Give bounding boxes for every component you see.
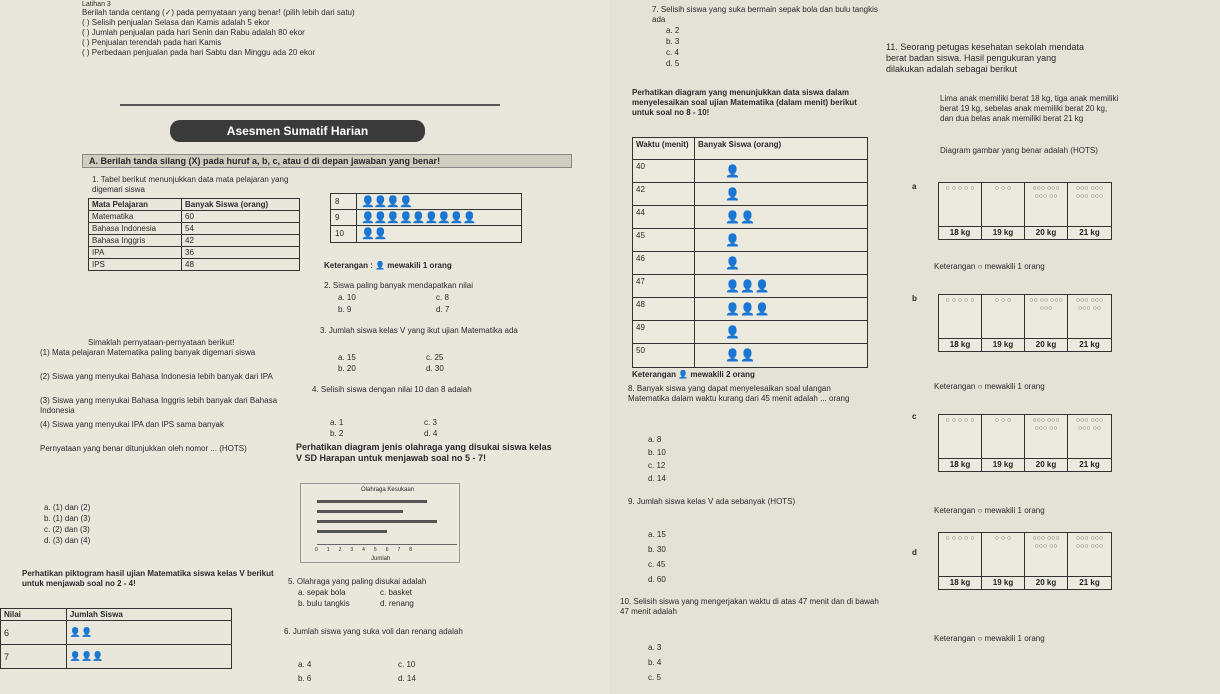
q11-detail: Lima anak memiliki berat 18 kg, tiga anak memiliki berat 19 kg, sebelas anak memiliki berat 20 kg, dan dua belas anak memiliki berat 21 kg <box>940 94 1119 123</box>
weight-label: 20 kg <box>1025 227 1068 239</box>
circle-icons: ○ ○ ○ ○ ○ <box>939 533 982 577</box>
table-row <box>633 160 867 183</box>
weight-label: 19 kg <box>982 577 1025 589</box>
person-icons: 👤👤 <box>361 228 387 240</box>
person-icons: 👤👤 <box>725 210 755 224</box>
table-row <box>633 183 867 206</box>
graph-ticks: 012345678 <box>315 547 422 553</box>
circle-icons: ○○○ ○○○ ○○○ ○○ <box>1068 415 1111 459</box>
option: b. 30 <box>648 545 666 554</box>
circle-icons: ○ ○ ○ ○ ○ <box>939 295 982 339</box>
instruction: Berilah tanda centang (✓) pada pernyataan yang benar! (pilih lebih dari satu) <box>82 8 355 17</box>
col-header: Mata Pelajaran <box>89 199 182 211</box>
option-label: d <box>912 548 917 557</box>
table-row <box>633 252 867 275</box>
option: a. (1) dan (2) <box>44 503 91 512</box>
q4: 4. Selisih siswa dengan nilai 10 dan 8 adalah <box>312 385 472 394</box>
table-row <box>633 298 867 321</box>
cell: 42 <box>633 183 695 205</box>
weight-label: 19 kg <box>982 339 1025 351</box>
option: b. 2 <box>330 429 344 438</box>
option: b. 20 <box>338 364 356 373</box>
weight-label: 20 kg <box>1025 577 1068 589</box>
weight-label: 18 kg <box>939 459 982 471</box>
option: b. 9 <box>338 305 352 314</box>
option: c. basket <box>380 588 413 597</box>
circle-icons: ○ ○ ○ <box>982 533 1025 577</box>
q1-prompt: Simaklah pernyataan-pernyataan berikut! <box>88 338 235 347</box>
cell: 48 <box>633 298 695 320</box>
option: c. 10 <box>398 660 416 669</box>
cell: 46 <box>633 252 695 274</box>
circle-icons: ○○○ ○○○ ○○○ ○○○ <box>1068 533 1111 577</box>
cell: 7 <box>1 645 67 669</box>
wt-intro: Perhatikan diagram yang menunjukkan data siswa dalam menyelesaikan soal ujian Matematika (dalam menit) berikut untuk soal no 8 - 10! <box>632 88 857 117</box>
check-item: ( ) Selisih penjualan Selasa dan Kamis adalah 5 ekor <box>82 18 270 27</box>
waktu-pictogram <box>632 137 868 368</box>
cell: 36 <box>182 247 300 259</box>
table-header <box>633 138 867 160</box>
legend: Keterangan : 👤 mewakili 1 orang <box>324 261 452 270</box>
option: a. 2 <box>666 26 680 35</box>
q8: 8. Banyak siswa yang dapat menyelesaikan soal ulangan Matematika dalam waktu kurang dari 45 menit adalah ... orang <box>628 384 850 403</box>
q7: 7. Selisih siswa yang suka bermain sepak bola dan bulu tangkis ada <box>652 5 878 24</box>
graph-bar <box>317 530 387 533</box>
option: d. 7 <box>436 305 450 314</box>
option: c. 45 <box>648 560 666 569</box>
statement: (3) Siswa yang menyukai Bahasa Inggris lebih banyak dari Bahasa Indonesia <box>40 396 278 415</box>
pictogram-top <box>330 193 522 243</box>
weight-label: 18 kg <box>939 577 982 589</box>
circle-icons: ○○○ ○○○ ○○○ ○○ <box>1068 295 1111 339</box>
cell: Bahasa Inggris <box>89 235 182 247</box>
section-a-heading: A. Berilah tanda silang (X) pada huruf a, b, c, atau d di depan jawaban yang benar! <box>82 154 572 168</box>
col-header: Jumlah Siswa <box>66 609 231 621</box>
q2: 2. Siswa paling banyak mendapatkan nilai <box>324 281 473 290</box>
weight-label: 20 kg <box>1025 459 1068 471</box>
cell: 50 <box>633 344 695 367</box>
option: d. 30 <box>426 364 444 373</box>
circle-icons: ○○○ ○○○ ○○○ ○○ <box>1025 183 1068 227</box>
option: b. bulu tangkis <box>298 599 350 608</box>
q9: 9. Jumlah siswa kelas V ada sebanyak (HOTS) <box>628 497 796 506</box>
cell: 6 <box>1 621 67 645</box>
table-row <box>331 226 521 242</box>
col-header: Nilai <box>1 609 67 621</box>
option: a. sepak bola <box>298 588 346 597</box>
legend: Keterangan 👤 mewakili 2 orang <box>632 370 755 379</box>
circle-icons: ○○○ ○○○ ○○○ ○○ <box>1025 415 1068 459</box>
picto-intro: Perhatikan piktogram hasil ujian Matematika siswa kelas V berikut untuk menjawab soal no 2 - 4! <box>22 569 274 588</box>
option: c. 25 <box>426 353 444 362</box>
check-item: ( ) Perbedaan penjualan pada hari Sabtu dan Minggu ada 20 ekor <box>82 48 316 57</box>
weight-label: 18 kg <box>939 339 982 351</box>
cell: 40 <box>633 160 695 182</box>
option: b. 6 <box>298 674 312 683</box>
q6: 6. Jumlah siswa yang suka voli dan renang adalah <box>284 627 463 636</box>
graph-bar <box>317 500 427 503</box>
subject-table <box>88 198 300 271</box>
option: c. 4 <box>666 48 679 57</box>
circle-icons: ○ ○ ○ ○ ○ <box>939 183 982 227</box>
option: a. 15 <box>338 353 356 362</box>
weight-label: 20 kg <box>1025 339 1068 351</box>
cell: IPA <box>89 247 182 259</box>
table-row <box>633 321 867 344</box>
person-icons: 👤👤👤 <box>725 279 770 293</box>
table-row <box>331 210 521 226</box>
option: a. 8 <box>648 435 662 444</box>
right-page <box>610 0 1220 694</box>
option: a. 4 <box>298 660 312 669</box>
option-label: a <box>912 182 917 191</box>
circle-icons: ○○○ ○○○ ○○○ ○○ <box>1025 533 1068 577</box>
table-row <box>633 229 867 252</box>
option: b. 4 <box>648 658 662 667</box>
table-row <box>331 194 521 210</box>
weight-pictogram-d <box>938 532 1112 590</box>
legend: Keterangan ○ mewakili 1 orang <box>934 262 1045 271</box>
q5-intro: Perhatikan diagram jenis olahraga yang disukai siswa kelas V SD Harapan untuk menjawab soal no 5 - 7! <box>296 442 552 463</box>
weight-label: 21 kg <box>1079 340 1100 349</box>
cell: 9 <box>331 210 357 225</box>
graph-bar <box>317 520 437 523</box>
person-icons: 👤👤👤👤 <box>361 196 412 208</box>
q5: 5. Olahraga yang paling disukai adalah <box>288 577 427 586</box>
legend: Keterangan ○ mewakili 1 orang <box>934 506 1045 515</box>
circle-icons: ○ ○ ○ ○ ○ <box>939 415 982 459</box>
graph-xlabel: Jumlah <box>371 556 391 562</box>
legend: Keterangan ○ mewakili 1 orang <box>934 382 1045 391</box>
statement: (2) Siswa yang menyukai Bahasa Indonesia lebih banyak dari IPA <box>40 372 273 381</box>
header-top: Latihan 3 <box>82 1 111 8</box>
statement: (4) Siswa yang menyukai IPA dan IPS sama banyak <box>40 420 224 429</box>
q1-ask: Pernyataan yang benar ditunjukkan oleh nomor ... (HOTS) <box>40 444 247 453</box>
col-header: Banyak Siswa (orang) <box>698 140 782 149</box>
option: d. (3) dan (4) <box>44 536 91 545</box>
cell: 60 <box>182 211 300 223</box>
circle-icons: ○ ○ ○ <box>982 183 1025 227</box>
circle-icons: ○○ ○○ ○○○ ○○○ <box>1025 295 1068 339</box>
picto-bottom-table <box>0 608 232 669</box>
cell: 44 <box>633 206 695 228</box>
graph-bar <box>317 510 403 513</box>
q3: 3. Jumlah siswa kelas V yang ikut ujian Matematika ada <box>320 326 518 335</box>
person-icons: 👤👤👤👤👤👤👤👤👤 <box>361 212 476 224</box>
banner-title: Asesmen Sumatif Harian <box>170 120 425 142</box>
person-icons: 👤👤👤 <box>725 302 770 316</box>
table-row <box>633 275 867 298</box>
check-item: ( ) Penjualan terendah pada hari Kamis <box>82 38 222 47</box>
option: d. 14 <box>398 674 416 683</box>
cell: 49 <box>633 321 695 343</box>
option: c. 3 <box>424 418 437 427</box>
option: c. 5 <box>648 673 661 682</box>
option: b. 3 <box>666 37 680 46</box>
cell: 42 <box>182 235 300 247</box>
banner-decoration <box>120 104 500 112</box>
weight-pictogram-b <box>938 294 1112 352</box>
table-row <box>633 206 867 229</box>
cell: 48 <box>182 259 300 271</box>
person-icons: 👤 <box>725 164 740 178</box>
q11-ask: Diagram gambar yang benar adalah (HOTS) <box>940 146 1098 155</box>
weight-label: 19 kg <box>982 227 1025 239</box>
option: c. 12 <box>648 461 666 470</box>
option: c. 8 <box>436 293 449 302</box>
option: d. renang <box>380 599 414 608</box>
option: b. (1) dan (3) <box>44 514 91 523</box>
option: a. 1 <box>330 418 344 427</box>
circle-icons: ○ ○ ○ <box>982 415 1025 459</box>
option: c. (2) dan (3) <box>44 525 90 534</box>
cell: 👤👤👤 <box>66 645 231 669</box>
cell: 10 <box>331 226 357 242</box>
q10: 10. Selisih siswa yang mengerjakan waktu di atas 47 menit dan di bawah 47 menit adalah <box>620 597 879 616</box>
circle-icons: ○○○ ○○○ ○○○ ○○○ <box>1068 183 1111 227</box>
option: b. 10 <box>648 448 666 457</box>
option: d. 5 <box>666 59 680 68</box>
legend: Keterangan ○ mewakili 1 orang <box>934 634 1045 643</box>
sport-bar-graph <box>300 483 460 563</box>
option: d. 60 <box>648 575 666 584</box>
cell: 54 <box>182 223 300 235</box>
weight-label: 19 kg <box>982 459 1025 471</box>
person-icons: 👤 <box>725 233 740 247</box>
option: d. 4 <box>424 429 438 438</box>
weight-label: 18 kg <box>939 227 982 239</box>
table-row <box>633 344 867 367</box>
circle-icons: ○ ○ ○ <box>982 295 1025 339</box>
person-icons: 👤 <box>725 325 740 339</box>
cell: 👤👤 <box>66 621 231 645</box>
option: a. 15 <box>648 530 666 539</box>
person-icons: 👤 <box>725 187 740 201</box>
person-icons: 👤👤 <box>725 348 755 362</box>
option-label: c <box>912 412 917 421</box>
cell: Matematika <box>89 211 182 223</box>
option: a. 3 <box>648 643 662 652</box>
q11: 11. Seorang petugas kesehatan sekolah mendata berat badan siswa. Hasil pengukuran yang dilakukan adalah sebagai berikut <box>886 42 1084 74</box>
check-item: ( ) Jumlah penjualan pada hari Senin dan Rabu adalah 80 ekor <box>82 28 305 37</box>
cell: Bahasa Indonesia <box>89 223 182 235</box>
col-header: Waktu (menit) <box>633 138 695 159</box>
weight-pictogram-c <box>938 414 1112 472</box>
option: a. 10 <box>338 293 356 302</box>
weight-pictogram-a <box>938 182 1112 240</box>
option: d. 14 <box>648 474 666 483</box>
cell: 47 <box>633 275 695 297</box>
weight-label: 21 kg <box>1079 578 1100 587</box>
q1-title: 1. Tabel berikut menunjukkan data mata pelajaran yang digemari siswa <box>92 175 289 194</box>
graph-title: Olahraga Kesukaan <box>361 487 415 493</box>
cell: IPS <box>89 259 182 271</box>
col-header: Banyak Siswa (orang) <box>182 199 300 211</box>
weight-label: 21 kg <box>1079 228 1100 237</box>
weight-label: 21 kg <box>1079 460 1100 469</box>
person-icons: 👤 <box>725 256 740 270</box>
cell: 8 <box>331 194 357 209</box>
option-label: b <box>912 294 917 303</box>
statement: (1) Mata pelajaran Matematika paling banyak digemari siswa <box>40 348 256 357</box>
cell: 45 <box>633 229 695 251</box>
